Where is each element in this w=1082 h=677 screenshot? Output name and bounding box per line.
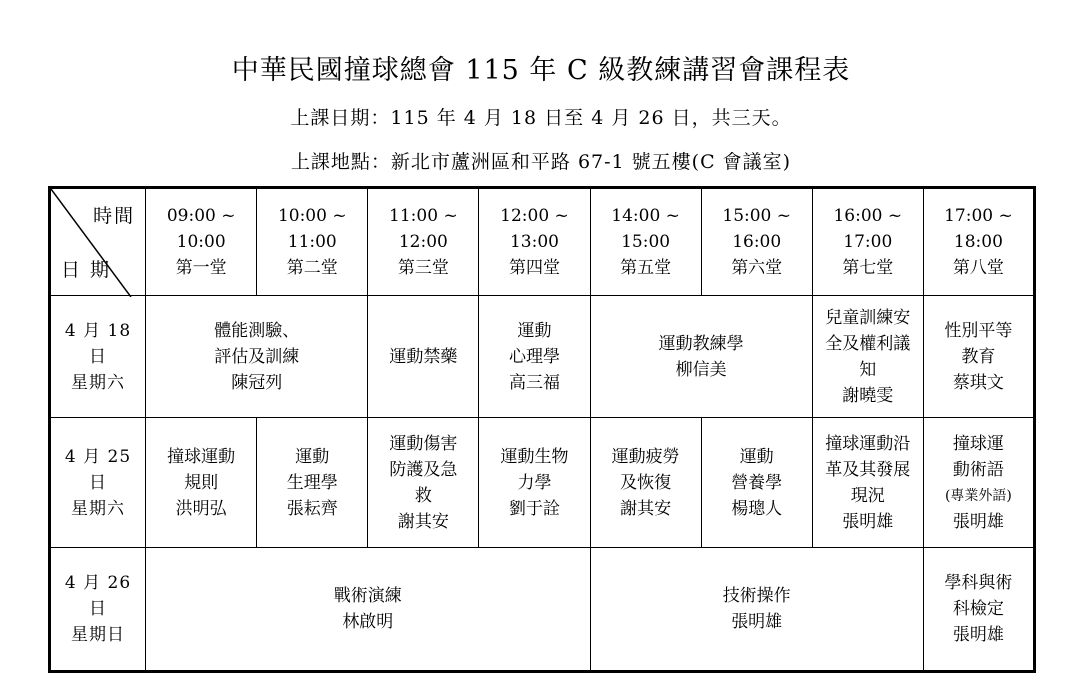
course-cell: 學科與術 科檢定 張明雄 — [923, 548, 1034, 672]
date-cell: 4 月 25 日 星期六 — [50, 418, 146, 548]
header-row — [50, 188, 1035, 296]
course-cell: 兒童訓練安 全及權利議 知 謝曉雯 — [812, 296, 923, 418]
date-cell: 4 月 26 日 星期日 — [50, 548, 146, 672]
course-cell: 性別平等 教育 蔡琪文 — [923, 296, 1034, 418]
date-cell: 4 月 18 日 星期六 — [50, 296, 146, 418]
course-cell: 撞球運 動術語 (專業外語) 張明雄 — [923, 418, 1034, 548]
course-cell: 運動禁藥 — [368, 296, 479, 418]
course-cell: 戰術演練 林啟明 — [146, 548, 590, 672]
schedule-table — [48, 186, 1036, 673]
course-cell: 撞球運動沿 革及其發展 現況 張明雄 — [812, 418, 923, 548]
course-dates: 上課日期：115 年 4 月 18 日至 4 月 26 日，共三天。 — [290, 107, 792, 129]
course-cell: 運動疲勞 及恢復 謝其安 — [590, 418, 701, 548]
day-row-0425 — [50, 418, 1035, 548]
page-title: 中華民國撞球總會 115 年 C 級教練講習會課程表 — [231, 55, 851, 86]
day-row-0426 — [50, 548, 1035, 672]
period-header-2: 10:00 ~ 11:00 第二堂 — [257, 188, 368, 296]
course-cell: 運動 生理學 張耘齊 — [257, 418, 368, 548]
course-cell: 撞球運動 規則 洪明弘 — [146, 418, 257, 548]
period-header-4: 12:00 ~ 13:00 第四堂 — [479, 188, 590, 296]
period-header-3: 11:00 ~ 12:00 第三堂 — [368, 188, 479, 296]
course-cell: 體能測驗、 評估及訓練 陳冠列 — [146, 296, 368, 418]
period-header-6: 15:00 ~ 16:00 第六堂 — [701, 188, 812, 296]
course-cell: 運動 營養學 楊璁人 — [701, 418, 812, 548]
time-label: 時間 — [93, 205, 136, 227]
corner-cell — [50, 188, 146, 296]
period-header-7: 16:00 ~ 17:00 第七堂 — [812, 188, 923, 296]
course-cell: 運動傷害 防護及急 救 謝其安 — [368, 418, 479, 548]
date-label: 日 期 — [61, 259, 112, 281]
period-header-8: 17:00 ~ 18:00 第八堂 — [923, 188, 1034, 296]
course-cell: 運動 心理學 高三福 — [479, 296, 590, 418]
course-cell: 運動生物 力學 劉于詮 — [479, 418, 590, 548]
course-location: 上課地點：新北市蘆洲區和平路 67-1 號五樓(C 會議室) — [290, 151, 792, 173]
period-header-5: 14:00 ~ 15:00 第五堂 — [590, 188, 701, 296]
course-cell: 運動教練學 柳信美 — [590, 296, 812, 418]
period-header-1: 09:00 ~ 10:00 第一堂 — [146, 188, 257, 296]
day-row-0418 — [50, 296, 1035, 418]
course-cell: 技術操作 張明雄 — [590, 548, 923, 672]
